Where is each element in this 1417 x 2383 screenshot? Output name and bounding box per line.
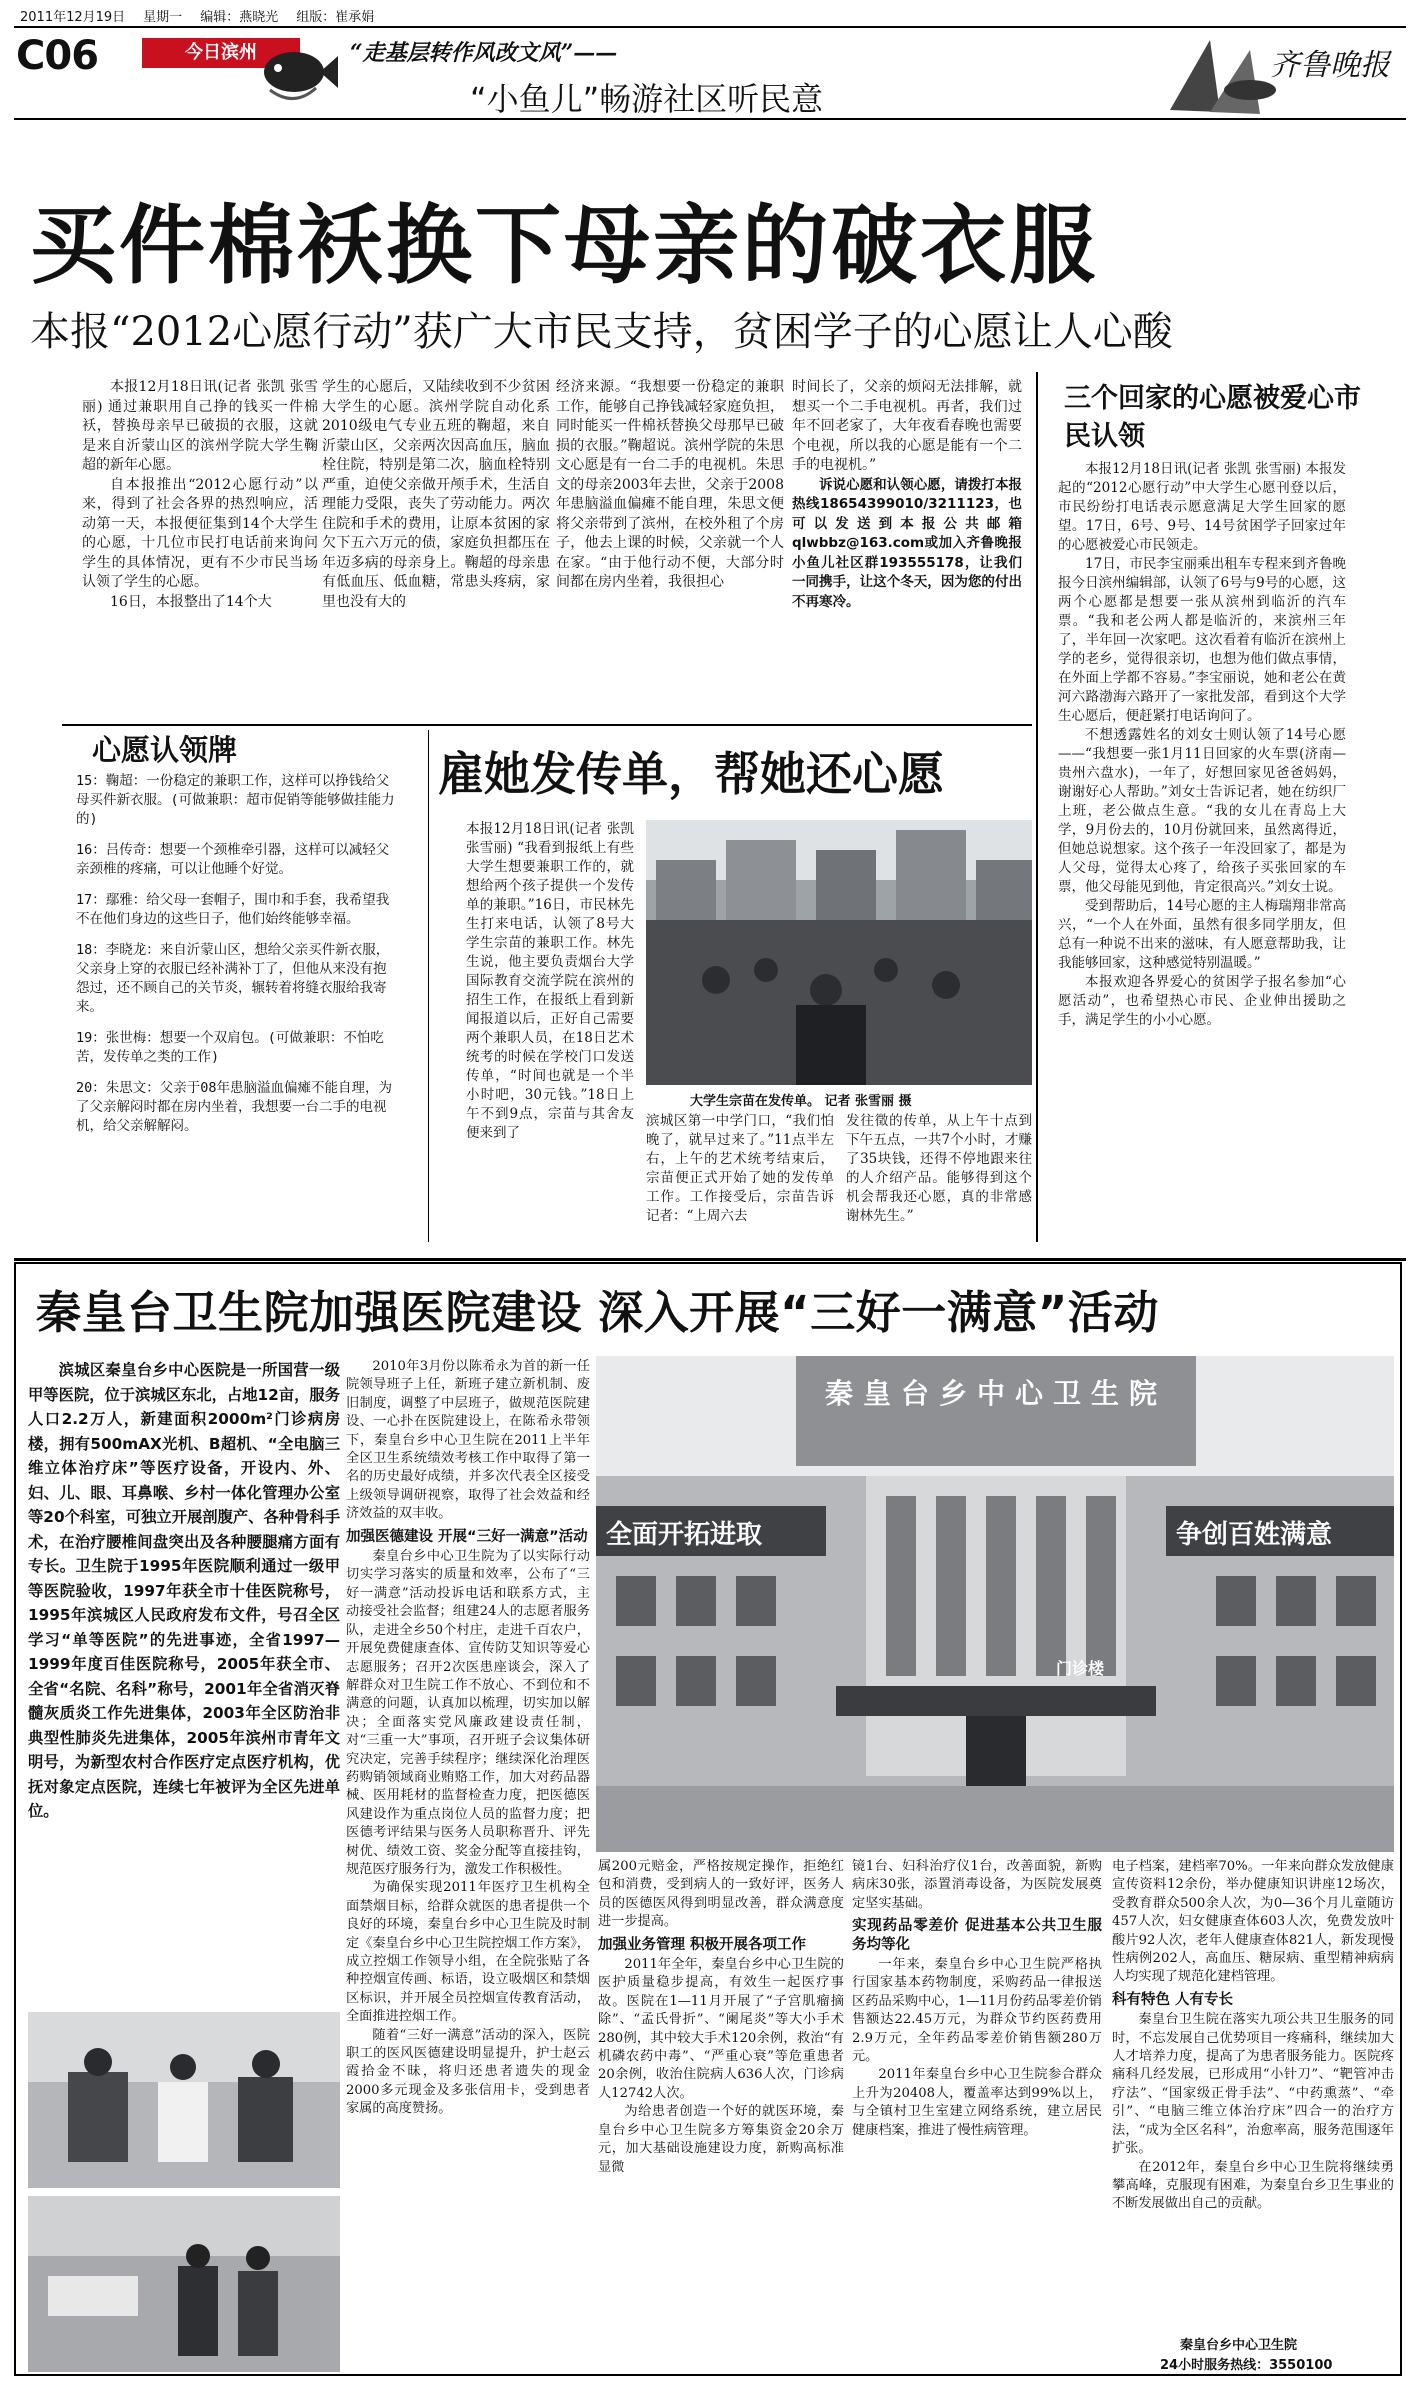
building-banner-right: 争创百姓满意 [1176,1520,1333,1550]
sidebar-para: 本报12月18日讯(记者 张凯 张雪丽) 本报发起的“2012心愿行动”中大学生心愿刊登以后，市民纷纷打电话表示愿意满足大学生回家的愿望。17日，6号、9号、14号贫困学子回家过年的心愿被爱心市民领走。 [1058,461,1346,553]
story2-col-3 [846,1112,1032,1242]
hospital-col-4 [852,1858,1102,2374]
hospital-para: 为确保实现2011年医疗卫生机构全面禁烟目标，给群众就医的患者提供一个良好的环境，秦皇台乡中心卫生院及时制定《秦皇台乡中心卫生院控烟工作方案》，成立控烟工作领导小组，在全院张贴了各种控烟宣传画、标语，设立吸烟区和禁烟区标识，并开展全员控烟宣传教育活动，全面推进控烟工作。 [346,1880,590,2025]
sidebar-body [1058,460,1346,1250]
main-story-para: 经济来源。“我想要一份稳定的兼职工作，能够自己挣钱减轻家庭负担，同时能买一件棉袄替换父母那早已破损的衣服。”鞠超说。滨州学院的朱思文心愿是有一台二手的电视机。朱思文的母亲2003年去世，父亲于2008年患脑溢血偏瘫不能自理，朱思文便将父亲带到了滨州，在校外租了个房子，他去上课的时候，父亲就一个人在家。“由于他行动不便，大部分时间都在房内坐着，我很担心 [556,379,784,590]
main-story-para: 学生的心愿后，又陆续收到不少贫困大学生的心愿。滨州学院自动化系2010级电气专业五班的鞠超，来自沂蒙山区，父亲两次因高血压，脑血栓住院，特别是第二次，脑血栓特别严重，迫使父亲做开颅手术，生活自理能力受限，丧失了劳动能力。两次住院和手术的费用，让原本贫困的家欠下五六万元的债，家庭负担都压在年迈多病的母亲身上。鞠超的母亲患有低血压、低血糖，常患头疼病，家里也没有大的 [322,379,550,610]
hospital-photo-left-bottom [28,2196,340,2372]
story2-para: 发往徵的传单，从上午十点到下午五点，一共7个小时，才赚了35块钱，还得不停地跟来往的人介绍产品。能够得到这个机会帮我还心愿，真的非常感谢林先生。” [846,1113,1032,1224]
main-story-col-1 [82,378,318,723]
sidebar-title: 三个回家的心愿被爱心市民认领 [1064,383,1361,452]
building-banner-left: 全面开拓进取 [606,1520,763,1550]
hospital-intro-text: 滨城区秦皇台乡中心医院是一所国营一级甲等医院，位于滨城区东北，占地12亩，服务人口2.2万人，新建面积2000m²门诊病房楼，拥有500mAX光机、B超机、“全电脑三维立体治疗床”等医疗设备，开设内、外、妇、儿、眼、耳鼻喉、乡村一体化管理办公室等20个科室，可独立开展剖腹产、各种骨科手术，在治疗腰椎间盘突出及各种腰腿痛方面有专长。卫生院于1995年医院顺利通过一级甲等医院验收，1997年获全市十佳医院称号，1995年滨城区人民政府发布文件，号召全区学习“单等医院”的先进事迹，全省1997—1999年度百佳医院称号，2005年获全市、全省“名院、名科”称号，2001年全省消灭脊髓灰质炎工作先进集体，2003年全区防治非典型性肺炎先进集体，2005年滨州市青年文明号，为新型农村合作医疗定点医疗机构，优抚对象定点医院，连续七年被评为全区先进单位。 [28,1361,340,1820]
header-date: 2011年12月19日 [20,10,126,25]
wishlist-item: 17：鄢雅：给父母一套帽子，围巾和手套，我希望我不在他们身边的这些日子，他们始终能够幸福。 [76,892,390,927]
paper-name: 齐鲁晚报 [1270,48,1390,83]
hospital-para: 属200元赔金，严格按规定操作，拒绝红包和消费，受到病人的一致好评，医务人员的医德医风得到明显改善，群众满意度进一步提高。 [598,1859,844,1930]
hospital-subhead: 加强业务管理 积极开展各项工作 [598,1936,807,1953]
hospital-subhead: 加强医德建设 开展“三好一满意”活动 [346,1528,588,1545]
hospital-para: 为给患者创造一个好的就医环境，秦皇台乡中心卫生院多方筹集资金20余万元，加大基础设施建设力度，新购高标准显微 [598,2104,844,2175]
hospital-intro [28,1358,340,2008]
header-decoration-icon [1150,30,1290,120]
header-editor: 编辑：燕晓光 [200,10,279,25]
main-story-para: 时间长了，父亲的烦闷无法排解，就想买一个二手电视机。再者，我们过年不回老家了，大年夜看春晚也需要个电视，所以我的心愿是能有一个二手的电视机。” [792,379,1022,473]
hospital-para: 秦皇台乡中心卫生院为了以实际行动切实学习落实的质量和效率，公布了“三好一满意”活动投诉电话和联系方式，主动接受社会监督；组建24人的志愿者服务队，走进全乡50个村庄，走进千百农户，开展免费健康查体、宣传防艾知识等爱心志愿服务；召开2次医患座谈会，深入了解群众对卫生院工作不放心、不到位和不满意的问题，认真加以梳理，切实加以解决；全面落实党风廉政建设责任制，对“三重一大”事项，召开班子会议集体研究决定，完善手续程序；继续深化治理医药购销领域商业贿赂工作，加大对药品器械、医用耗材的监督检查力度，把医德医风建设作为重点岗位人员的监督力度；把医德考评结果与医务人员职称晋升、评先树优、绩效工资、奖金分配等直接挂钩，规范医疗服务行为，激发工作积极性。 [346,1549,590,1877]
contact-info: 诉说心愿和认领心愿，请拨打本报热线18654399010/3211123，也可以发送到本报公共邮箱qlwbbz@163.com或加入齐鲁晚报小鱼儿社区群193555178，让我们一同携手，让这个冬天，因为您的付出不再寒冷。 [792,476,1022,610]
hospital-hotline: 24小时服务热线：3550100 [1160,2358,1333,2373]
building-door-sign: 门诊楼 [1056,1659,1105,1678]
hospital-para: 随着“三好一满意”活动的深入，医院职工的医风医德建设明显提升，护士赵云霞拾金不昧，将归还患者遗失的现金2000多元现金及多张信用卡，受到患者家属的高度赞扬。 [346,2027,590,2117]
wishlist-item: 15：鞠超：一份稳定的兼职工作，这样可以挣钱给父母买件新衣服。(可做兼职：超市促销等能够做挂能力的) [76,773,395,827]
hospital-building-photo [596,1356,1394,1852]
column-divider [428,730,429,1242]
slogan: “走基层转作风改文风”—— [350,40,618,66]
hospital-photo-left-top [28,2012,340,2188]
hospital-para: 2011年全年，秦皇台乡中心卫生院的医护质量稳步提高，有效生一起医疗事故。医院在1—11月开展了“子宫肌瘤摘除”、“孟氏骨折”、“阑尾炎”等大小手术280例，其中较大手术120余例，救治“有机磷农药中毒”、“严重心衰”等危重患者20余例，收治住院病人636人次，门诊病人12742人次。 [598,1957,844,2101]
main-story-col-4 [792,378,1022,723]
hospital-para: 电子档案，建档率70%。一年来向群众发放健康宣传资料12余份，举办健康知识讲座12场次，受教育群众500余人次，为0—36个月儿童随访457人次，妇女健康查体603人次，免费发放叶酸片92人次，老年人健康查体821人，新发现慢性病例202人，高血压、糖尿病、重型精神病病人均实现了规范化建档管理。 [1112,1859,1394,1985]
sidebar-para: 受到帮助后，14号心愿的主人梅瑞翔非常高兴，“一个人在外面，虽然有很多同学朋友，但总有一种说不出来的滋味，有人愿意帮助我，让我能够回家，这种感觉特别温暖。” [1058,898,1346,971]
story2-photo-caption: 大学生宗苗在发传单。 记者 张雪丽 摄 [690,1094,912,1109]
main-headline: 买件棉袄换下母亲的破衣服 [30,196,1098,296]
main-story-para: 16日，本报整出了14个大 [110,593,272,610]
slogan-sub: “小鱼儿”畅游社区听民意 [470,80,824,118]
story2-col-1 [466,820,634,1240]
sidebar-para: 本报欢迎各界爱心的贫困学子报名参加“心愿活动”，也希望热心市民、企业伸出援助之手，满足学生的小小心愿。 [1058,974,1346,1028]
story2-photo [646,820,1032,1085]
story2-headline: 雇她发传单，帮她还心愿 [438,747,944,801]
wishlist-item: 20：朱思文：父亲于08年患脑溢血偏瘫不能自理，为了父亲解闷时都在房内坐着，我想要一台二手的电视机，给父亲解解闷。 [76,1080,393,1134]
main-story-col-3 [556,378,784,723]
main-story-lead: 本报12月18日讯(记者 张凯 张雪丽) 通过兼职用自己挣的钱买一件棉袄，替换母亲早已破损的衣服，这就是来自沂蒙山区的滨州学院大学生鞠超的新年心愿。 [82,379,318,473]
wishlist-item: 18：李晓龙：来自沂蒙山区，想给父亲买件新衣服，父亲身上穿的衣服已经补满补丁了，但他从来没有抱怨过，还不顾自己的关节炎，辗转着将缝衣服给我寄来。 [76,942,390,1015]
fish-logo-icon [250,30,340,110]
story2-para: 滨城区第一中学门口，“我们怕晚了，就早过来了。”11点半左右，上午的艺术统考结束后，宗苗便正式开始了她的发传单工作。工作接受后，宗苗告诉记者：“上周六去 [646,1113,834,1224]
header-top-rule [14,26,1406,28]
page-header [0,0,1417,122]
section-label: 今日滨州 [185,42,257,63]
hospital-para: 一年来，秦皇台乡中心卫生院严格执行国家基本药物制度，采购药品一律报送区药品采购中心，1—11月份药品零差价销售额达22.45万元，为群众节约医药费用2.9万元，全年药品零差价销售额280万元。 [852,1957,1102,2065]
hospital-subhead: 科有特色 人有专长 [1112,1991,1234,2008]
header-weekday: 星期一 [143,10,183,25]
wishlist-item: 19：张世梅：想要一个双肩包。(可做兼职：不怕吃苦，发传单之类的工作) [76,1030,384,1065]
column-divider [1036,372,1038,1242]
hospital-para: 秦皇台卫生院在落实九项公共卫生服务的同时，不忘发展自己优势项目一疼痛科，继续加大人才培养力度，提高了为患者服务能力。医院疼痛科几经发展，已形成用“小针刀”、“靶管冲击疗法”、“国家级正骨手法”、“中药熏蒸”、“牵引”、“电脑三维立体治疗床”四合一的治疗方法，“成为全区名科”，治愈率高，服务范围逐年扩张。 [1112,2012,1394,2157]
wishlist-title: 心愿认领牌 [92,733,238,767]
hospital-signature: 秦皇台乡中心卫生院 [1180,2338,1298,2353]
building-sign: 秦皇台乡中心卫生院 [824,1377,1167,1410]
wishlist-box [76,772,396,1244]
hospital-para: 2010年3月份以陈希永为首的新一任院领导班子上任，新班子建立新机制、废旧制度，调整了中层班子，做规范医院建设、一心扑在医院建设上，在陈希永带领下，秦皇台乡中心卫生院在2011上半年全区卫生系统绩效考核工作中取得了第一名的历史最好成绩，并多次代表全区接受上级领导调研视察，取得了社会效益和经济效益的双丰收。 [346,1359,590,1522]
main-subhead: 本报“2012心愿行动”获广大市民支持，贫困学子的心愿让人心酸 [30,309,1173,355]
hospital-para: 镜1台、妇科治疗仪1台，改善面貌，新购病床30张，添置消毒设备，为医院发展奠定坚实基础。 [852,1859,1102,1911]
page-number: C06 [16,33,99,79]
hospital-subhead: 实现药品零差价 促进基本公共卫生服务均等化 [852,1918,1102,1953]
header-bottom-rule [14,118,1406,120]
hospital-para: 在2012年，秦皇台乡中心卫生院将继续勇攀高峰，克服现有困难，为秦皇台乡卫生事业的不断发展做出自己的贡献。 [1112,2159,1394,2212]
hospital-col-2 [346,1358,590,2374]
hospital-headline: 秦皇台卫生院加强医院建设 深入开展“三好一满意”活动 [36,1286,1159,1339]
sidebar-para: 不想透露姓名的刘女士则认领了14号心愿——“我想要一张1月11日回家的火车票(济南—贵州六盘水)，一年了，好想回家见爸爸妈妈，谢谢好心人帮助。”刘女士告诉记者，她在纺织厂上班，老公做点生意。“我的女儿在青岛上大学，9月份去的，10月份就回来，虽然离得近，但她总说想家。这个孩子一年没回家了，都是为人父母，觉得太心疼了，给孩子买张回家的车票，他父母能见到他，肯定很高兴。”刘女士说。 [1058,727,1346,895]
hospital-col-3 [598,1858,844,2374]
main-story-para: 自本报推出“2012心愿行动”以来，得到了社会各界的热烈响应，活动第一天，本报便征集到14个大学生的心愿，十几位市民打电话前来询问学生的具体情况，更有不少市民当场认领了学生的心愿。 [82,476,318,590]
section-rule [14,1258,1406,1261]
header-layout: 组版：崔承娟 [296,10,375,25]
story2-para: 本报12月18日讯(记者 张凯 张雪丽) “我看到报纸上有些大学生想要兼职工作的，就想给两个孩子提供一个发传单的兼职。”16日，市民林先生打来电话，认领了8号大学生宗苗的兼职工作。林先生说，他主要负责烟台大学国际教育交流学院在滨州的招生工作，在报纸上看到新闻报道以后，正好自己需要两个兼职人员，在18日艺术统考的时候在学校门口发送传单，“时间也就是一个半小时吧，30元钱。”18日上午不到9点，宗苗与其舍友便来到了 [466,821,634,1141]
hospital-col-5 [1112,1858,1394,2328]
hospital-para: 2011年秦皇台乡中心卫生院参合群众上升为20408人，覆盖率达到99%以上，与全镇村卫生室建立网络系统，建立居民健康档案，推进了慢性病管理。 [852,2067,1102,2138]
sidebar-para: 17日，市民李宝丽乘出租车专程来到齐鲁晚报今日滨州编辑部，认领了6号与9号的心愿，这两个心愿都是想要一张从滨州到临沂的汽车票。“我和老公两人都是临沂的，来滨州三年了，半年回一次家吧。这次看着有临沂在滨州上学的老乡，觉得很亲切，也想为他们做点事情，在外面上学都不容易。”李宝丽说，她和老公在黄河六路渤海六路开了一家批发部，看到这个大学生心愿后，便赶紧打电话询问了。 [1058,556,1346,724]
main-story-col-2 [322,378,550,723]
story2-col-2 [646,1112,834,1242]
section-rule [62,724,1032,726]
wishlist-item: 16：吕传奇：想要一个颈椎牵引器，这样可以减轻父亲颈椎的疼痛，可以让他睡个好觉。 [76,842,390,877]
